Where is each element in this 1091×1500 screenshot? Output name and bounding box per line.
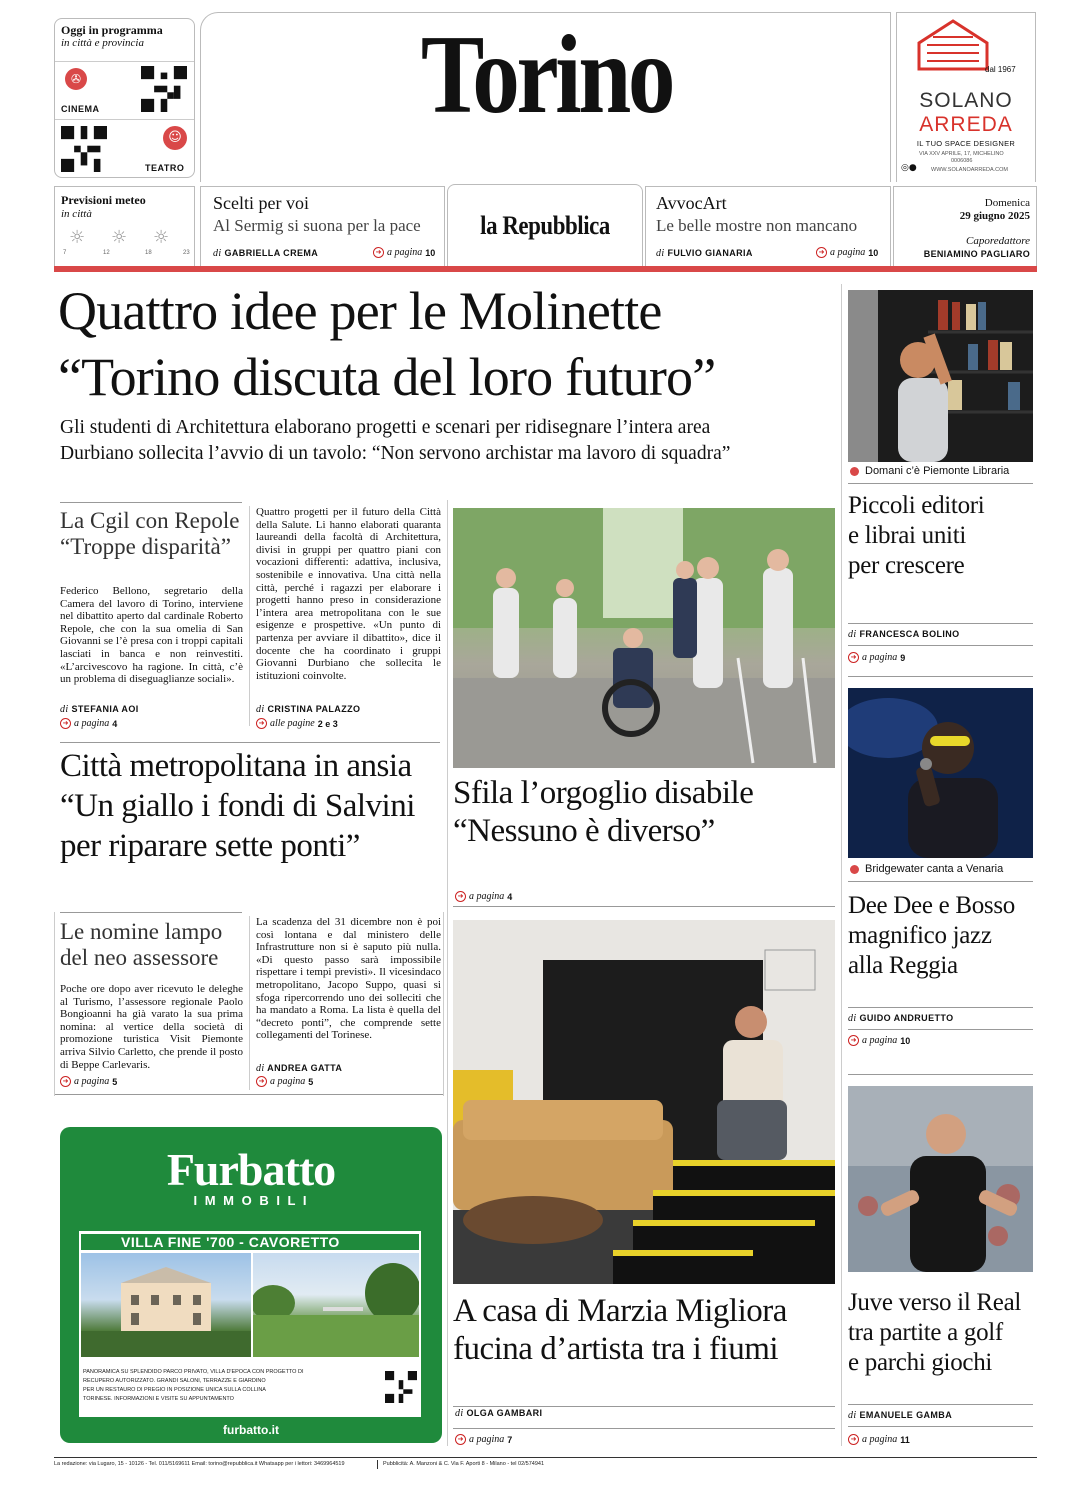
arrow-right-icon: ➜: [373, 247, 384, 258]
bullet-icon: [850, 865, 859, 874]
juve-byline: di EMANUELE GAMBA: [848, 1410, 953, 1421]
jazz-pageref[interactable]: ➜ a pagina 10: [848, 1035, 910, 1046]
marzia-byline: di OLGA GAMBARI: [455, 1408, 543, 1419]
juve-photo[interactable]: [848, 1086, 1033, 1272]
avvocart-title: AvvocArt: [656, 193, 727, 213]
jazz-rule-2: [848, 1007, 1033, 1008]
arrow-right-icon: ➜: [848, 1035, 859, 1046]
ad-desc-1: PANORAMICA SU SPLENDIDO PARCO PRIVATO, VILLA D'EPOCA CON PROGETTO DI: [83, 1369, 304, 1375]
right-column-divider: [841, 284, 842, 1446]
jazz-caption: Bridgewater canta a Venaria: [850, 863, 1003, 875]
marzia-rule-2: [453, 1428, 835, 1429]
marzia-photo[interactable]: [453, 920, 835, 1284]
arrow-right-icon: ➜: [256, 718, 267, 729]
jazz-rule: [848, 881, 1033, 882]
teatro-label: TEATRO: [145, 163, 185, 173]
cgil-body: Federico Bellono, segretario della Camera del lavoro di Torino, interviene nel dibattito aperto dal cardinale Roberto Repole, che con la sua omelia di San Giovanni se l’è presa con i troppi capitali lasciati in banca e non reinvestiti. «L’arcivescovo ha ragione. In città, c’è un problema di diseguaglianze sociali».: [60, 585, 243, 686]
metro-rule: [60, 742, 440, 743]
lead-headline-2[interactable]: “Torino discuta del loro futuro”: [58, 347, 716, 407]
avvocart-headline: Le belle mostre non mancano: [656, 216, 858, 235]
footer-pubblicita: Pubblicità: A. Manzoni & C. Via F. Aporti 8 - Milano - tel 02/574941: [383, 1461, 545, 1467]
date-day: Domenica: [984, 197, 1030, 209]
libraria-pageref[interactable]: ➜ a pagina 9: [848, 652, 905, 663]
juve-rule-2: [848, 1426, 1033, 1427]
libraria-headline-1[interactable]: Piccoli editori: [848, 492, 985, 519]
libraria-caption: Domani c’è Piemonte Libraria: [850, 465, 1009, 477]
lead-subhead-1: Gli studenti di Architettura elaborano progetti e scenari per ridisegnare l’intera area: [60, 417, 711, 438]
arrow-right-icon: ➜: [455, 891, 466, 902]
ad-banner: VILLA FINE '700 - CAVORETTO: [81, 1234, 419, 1250]
marzia-headline-1[interactable]: A casa di Marzia Migliora: [453, 1293, 787, 1329]
libraria-headline-3[interactable]: per crescere: [848, 552, 965, 579]
sponsor-phone: 0006086: [951, 158, 973, 164]
center-column-divider: [447, 500, 448, 1446]
bullet-icon: [850, 467, 859, 476]
jazz-rule-3: [848, 1029, 1033, 1030]
libraria-photo[interactable]: [848, 290, 1033, 462]
avvocart-pageref[interactable]: ➜ a pagina 10: [816, 247, 878, 258]
lead-body: Quattro progetti per il futuro della Città della Salute. Li hanno elaborati quaranta laureandi della facoltà di Architettura, divisi in gruppi per quattro piani con vocazioni differenti: adattiva, inclusiva, sostenibile e innovativa. Una città nella città, perché i ragazzi per elaborare i progetti hanno preso in considerazione l’intera area metropolitana con le sue esigenze e prospettive. «Un punto di partenza per avviare il dibattito», dice il docente che ha coordinato i gruppi Giovanni Durbiano che sollecita le istituzioni coinvolte.: [256, 506, 441, 682]
qr-code-icon[interactable]: [385, 1371, 417, 1403]
juve-rule: [848, 1404, 1033, 1405]
orgoglio-photo[interactable]: [453, 508, 835, 768]
cgil-headline-1[interactable]: La Cgil con Repole: [60, 508, 240, 533]
nomine-pageref[interactable]: ➜ a pagina 5: [60, 1076, 117, 1087]
libraria-byline: di FRANCESCA BOLINO: [848, 629, 960, 640]
avvocart-byline: di FULVIO GIANARIA: [656, 248, 753, 259]
nomine-frame: [54, 912, 444, 1096]
masthead-box: [200, 12, 891, 182]
arrow-right-icon: ➜: [816, 247, 827, 258]
lead-pageref[interactable]: ➜ alle pagine 2 e 3: [256, 718, 338, 729]
qr-code-icon: [61, 126, 107, 172]
date-name: BENIAMINO PAGLIARO: [923, 249, 1030, 259]
sponsor-solano[interactable]: [896, 12, 1036, 182]
repubblica-box[interactable]: [447, 184, 643, 266]
sponsor-address: VIA XXV APRILE, 17, MICHELINO: [919, 151, 1004, 157]
marzia-pageref[interactable]: ➜ a pagina 7: [455, 1434, 512, 1445]
social-icons[interactable]: ◎●: [901, 163, 917, 173]
meteo-subtitle: in città: [61, 208, 92, 220]
nomine-headline-2[interactable]: del neo assessore: [60, 945, 219, 970]
meteo-title: Previsioni meteo: [61, 193, 146, 207]
ad-card: [79, 1231, 421, 1417]
ad-desc-2: RECUPERO AUTORIZZATO. GRANDI SALONI, TERRAZZE E GIARDINO: [83, 1378, 266, 1384]
scelti-headline: Al Sermig si suona per la pace: [213, 216, 421, 235]
nomine-headline-1[interactable]: Le nomine lampo: [60, 919, 223, 944]
furbatto-ad[interactable]: [60, 1127, 442, 1443]
cgil-headline-2[interactable]: “Troppe disparità”: [60, 534, 231, 559]
scelti-pageref[interactable]: ➜ a pagina 10: [373, 247, 435, 258]
nomine-body: Poche ore dopo aver ricevuto le deleghe al Turismo, l’assessore regionale Paolo Bongioanni ha già varato la sua prima nomina: al vertice della società di promozione turistica Visit Piemonte arriva Silvio Carletto, che prende il posto di Beppe Carlevaris.: [60, 983, 243, 1071]
libraria-rule-3: [848, 645, 1033, 646]
juve-headline-3[interactable]: e parchi giochi: [848, 1349, 993, 1376]
orgoglio-headline-1[interactable]: Sfila l’orgoglio disabile: [453, 775, 754, 811]
footer-rule: [54, 1457, 1037, 1458]
footer-divider: [377, 1460, 378, 1469]
meteo-temp: 18: [145, 250, 152, 256]
date-box: [893, 186, 1037, 266]
jazz-headline-1[interactable]: Dee Dee e Bosso: [848, 892, 1015, 919]
sponsor-since: dal 1967: [985, 65, 1016, 74]
lead-subhead-2: Durbiano sollecita l’avvio di un tavolo: “Non servono archistar ma lavoro di squadra”: [60, 443, 731, 464]
marzia-rule: [453, 1406, 835, 1407]
metro-headline-1[interactable]: Città metropolitana in ansia: [60, 748, 412, 784]
arrow-right-icon: ➜: [256, 1076, 267, 1087]
jazz-byline: di GUIDO ANDRUETTO: [848, 1013, 954, 1024]
programma-subtitle: in città e provincia: [61, 37, 144, 49]
juve-headline-1[interactable]: Juve verso il Real: [848, 1289, 1022, 1316]
arrow-right-icon: ➜: [848, 1434, 859, 1445]
teatro-cell[interactable]: [55, 119, 194, 177]
libraria-rule: [848, 483, 1033, 484]
jazz-bottom-rule: [848, 1074, 1033, 1075]
juve-pageref[interactable]: ➜ a pagina 11: [848, 1434, 910, 1445]
theater-mask-icon: ☺: [163, 126, 187, 150]
programma-box: [54, 18, 195, 178]
sun-icon: ☼: [69, 227, 86, 248]
house-logo-icon: [913, 17, 993, 73]
cinema-icon: ✇: [65, 68, 87, 90]
ad-desc-4: TORINESE. INFORMAZIONI E VISITE SU APPUNTAMENTO: [83, 1396, 234, 1402]
cgil-rule: [60, 502, 242, 503]
ad-garden-photo: [253, 1253, 419, 1357]
ad-sub: I M M O B I L I: [193, 1193, 309, 1208]
arrow-right-icon: ➜: [60, 1076, 71, 1087]
jazz-photo[interactable]: [848, 688, 1033, 858]
orgoglio-rule: [453, 906, 835, 907]
ad-site[interactable]: furbatto.it: [223, 1423, 279, 1437]
libraria-bottom-rule: [848, 676, 1033, 677]
ad-desc-3: PER UN RESTAURO DI PREGIO IN POSIZIONE UNICA SULLA COLLINA: [83, 1387, 266, 1393]
cinema-cell[interactable]: [55, 61, 194, 119]
date-date: 29 giugno 2025: [959, 210, 1030, 222]
metro-byline: di ANDREA GATTA: [256, 1063, 343, 1074]
ad-brand: Furbatto: [166, 1144, 336, 1195]
arrow-right-icon: ➜: [455, 1434, 466, 1445]
lead-headline-1[interactable]: Quattro idee per le Molinette: [58, 281, 662, 341]
repubblica-logo: la Repubblica: [480, 211, 610, 240]
sponsor-site: WWW.SOLANOARREDA.COM: [931, 167, 1009, 173]
lead-byline: di CRISTINA PALAZZO: [256, 704, 361, 715]
scelti-byline: di GABRIELLA CREMA: [213, 248, 319, 259]
meteo-temp: 23: [183, 250, 190, 256]
cgil-byline: di STEFANIA AOI: [60, 704, 139, 715]
metro-headline-2[interactable]: “Un giallo i fondi di Salvini: [60, 788, 415, 824]
jazz-headline-3[interactable]: alla Reggia: [848, 952, 958, 979]
programma-title: Oggi in programma: [61, 23, 163, 37]
arrow-right-icon: ➜: [848, 652, 859, 663]
sun-icon: ☼: [111, 227, 128, 248]
column-divider: [249, 506, 250, 726]
sponsor-name2: ARREDA: [919, 113, 1013, 136]
libraria-rule-2: [848, 623, 1033, 624]
masthead-title: Torino: [420, 13, 673, 137]
cinema-label: CINEMA: [61, 104, 100, 114]
meteo-temp: 12: [103, 250, 110, 256]
scelti-box[interactable]: [200, 186, 445, 266]
footer-redazione: La redazione: via Lugaro, 15 - 10126 - Tel. 011/5169611 Email: torino@repubblica.it Whatsapp per i lettori: 3469964519: [54, 1461, 345, 1467]
metro-pageref[interactable]: ➜ a pagina 5: [256, 1076, 313, 1087]
meteo-temp: 7: [63, 250, 67, 256]
metro-body: La scadenza del 31 dicembre non è poi così lontana e dal ministero delle Infrastrutture non si è saputo più nulla. «Di questo passo sarà impossibile rispettare i tempi previsti». Il vicesindaco metropolitano, Jacopo Suppo, quasi si sfoga ripercorrendo uno dei solleciti che ha mandato a Roma. La lista è quella del “decreto ponti”, che comprende sette collegamenti del Torinese.: [256, 916, 441, 1042]
sponsor-tagline: IL TUO SPACE DESIGNER: [916, 139, 1016, 148]
orgoglio-headline-2[interactable]: “Nessuno è diverso”: [453, 813, 715, 849]
header-divider: [54, 266, 1037, 272]
marzia-headline-2[interactable]: fucina d’artista tra i fiumi: [453, 1331, 779, 1367]
sun-icon: ☼: [153, 227, 170, 248]
scelti-title: Scelti per voi: [213, 193, 309, 213]
juve-headline-2[interactable]: tra partite a golf: [848, 1319, 1003, 1346]
meteo-box: [54, 186, 195, 266]
date-role: Caporedattore: [966, 235, 1030, 247]
orgoglio-pageref[interactable]: ➜ a pagina 4: [455, 891, 512, 902]
libraria-headline-2[interactable]: e librai uniti: [848, 522, 966, 549]
ad-villa-photo: [81, 1253, 251, 1357]
jazz-headline-2[interactable]: magnifico jazz: [848, 922, 992, 949]
arrow-right-icon: ➜: [60, 718, 71, 729]
sponsor-name1: SOLANO: [919, 89, 1013, 112]
metro-headline-3[interactable]: per riparare sette ponti”: [60, 828, 360, 864]
qr-code-icon: [141, 66, 187, 112]
avvocart-box[interactable]: [645, 186, 891, 266]
cgil-pageref[interactable]: ➜ a pagina 4: [60, 718, 117, 729]
